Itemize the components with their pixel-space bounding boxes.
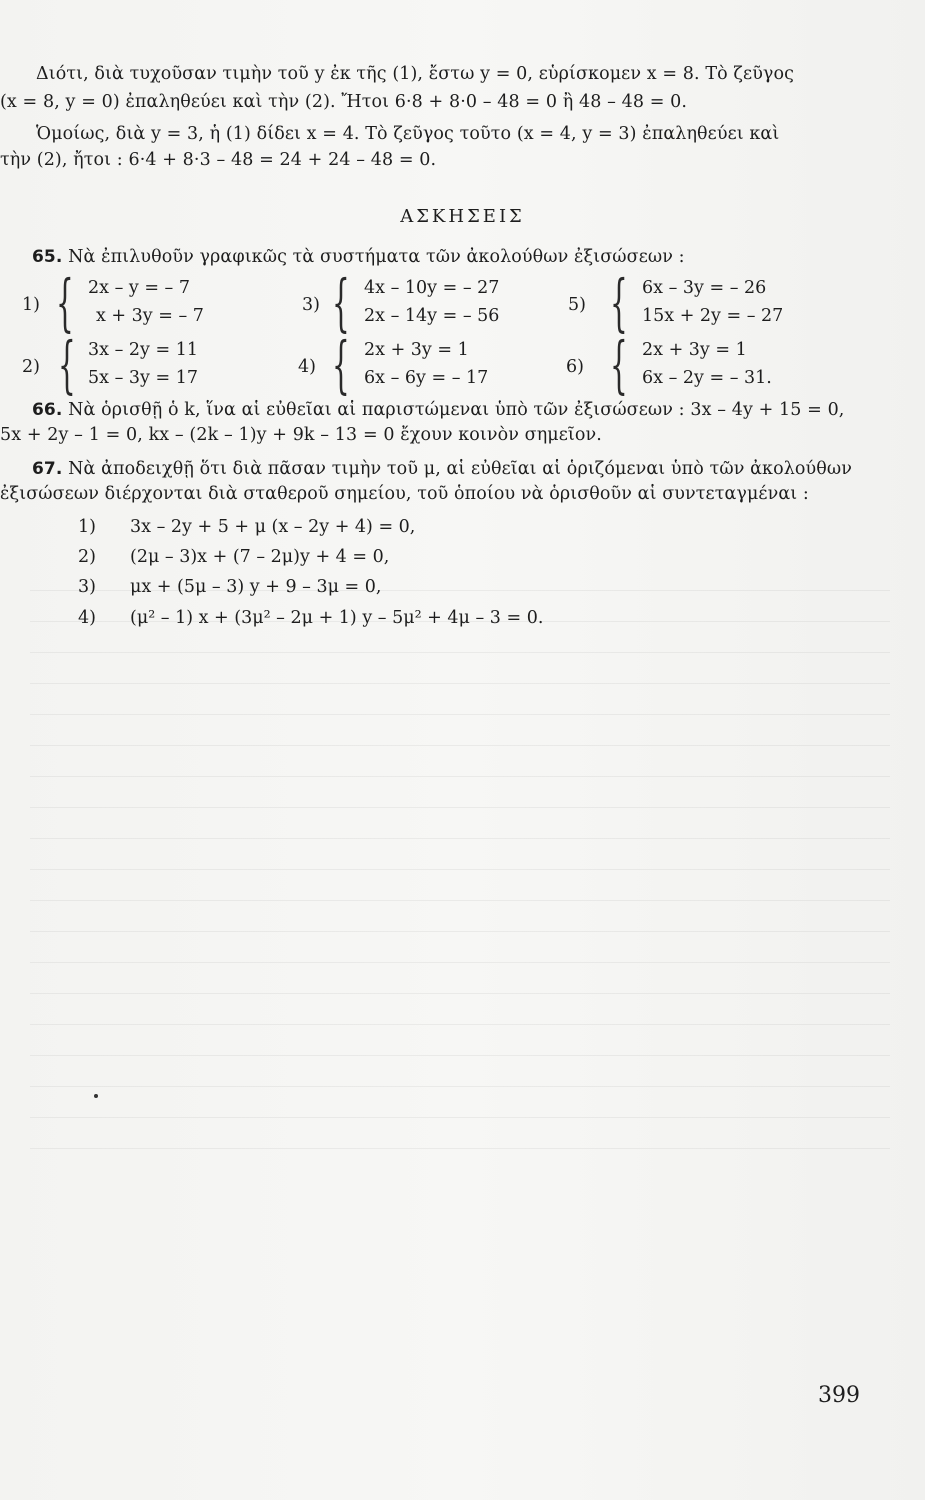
exercise-67-line-2: ἐξισώσεων διέρχονται διὰ σταθεροῦ σημείου, τοῦ ὁποίου νὰ ὁρισθοῦν αἱ συντεταγμέναι :	[0, 484, 809, 504]
brace-icon: {	[332, 266, 350, 339]
item-label: 1)	[78, 517, 96, 537]
equation: 5x – 3y = 17	[88, 368, 198, 388]
exercise-67-line-1	[32, 459, 852, 479]
system-label: 6)	[566, 357, 584, 377]
equation: 6x – 6y = – 17	[364, 368, 489, 388]
intro-line-3: Ὁμοίως, διὰ y = 3, ἡ (1) δίδει x = 4. Τὸ ζεῦγος τοῦτο (x = 4, y = 3) ἐπαληθεύει καὶ	[36, 124, 780, 144]
equation: 2x + 3y = 1	[364, 340, 469, 360]
exercise-66-line-2: 5x + 2y – 1 = 0, kx – (2k – 1)y + 9k – 13 = 0 ἔχουν κοινὸν σημεῖον.	[0, 425, 602, 445]
brace-icon: {	[56, 266, 74, 339]
system-label: 3)	[302, 295, 320, 315]
item-label: 2)	[78, 547, 96, 567]
exercise-66-number: 66.	[32, 400, 63, 420]
brace-icon: {	[610, 328, 628, 401]
equation: 2x – y = – 7	[88, 278, 191, 298]
item-equation: (2μ – 3)x + (7 – 2μ)y + 4 = 0,	[130, 547, 390, 567]
exercise-65-number: 65.	[32, 247, 63, 267]
system-label: 1)	[22, 295, 40, 315]
ink-dot	[94, 1094, 98, 1098]
equation: 2x + 3y = 1	[642, 340, 747, 360]
item-label: 3)	[78, 577, 96, 597]
equation: 4x – 10y = – 27	[364, 278, 500, 298]
exercise-65-text: Νὰ ἐπιλυθοῦν γραφικῶς τὰ συστήματα τῶν ἀκολούθων ἐξισώσεων :	[68, 247, 685, 267]
equation: 2x – 14y = – 56	[364, 306, 500, 326]
bleed-through-shadow	[30, 560, 890, 1160]
item-label: 4)	[78, 608, 96, 628]
intro-line-4: τὴν (2), ἤτοι : 6·4 + 8·3 – 48 = 24 + 24 – 48 = 0.	[0, 150, 437, 170]
brace-icon: {	[58, 328, 76, 401]
equation: 6x – 3y = – 26	[642, 278, 767, 298]
equation: 6x – 2y = – 31.	[642, 368, 772, 388]
exercise-66-line-1	[32, 400, 844, 420]
equation: x + 3y = – 7	[96, 306, 204, 326]
item-equation: 3x – 2y + 5 + μ (x – 2y + 4) = 0,	[130, 517, 416, 537]
system-label: 5)	[568, 295, 586, 315]
exercise-67-number: 67.	[32, 459, 63, 479]
equation: 15x + 2y = – 27	[642, 306, 784, 326]
exercise-65-statement	[32, 247, 685, 267]
intro-line-2: (x = 8, y = 0) ἐπαληθεύει καὶ τὴν (2). Ἤτοι 6·8 + 8·0 – 48 = 0 ἢ 48 – 48 = 0.	[0, 92, 688, 112]
intro-line-1: Διότι, διὰ τυχοῦσαν τιμὴν τοῦ y ἐκ τῆς (1), ἔστω y = 0, εὑρίσκομεν x = 8. Τὸ ζεῦγος	[36, 64, 795, 84]
system-label: 2)	[22, 357, 40, 377]
page-number: 399	[818, 1383, 860, 1408]
brace-icon: {	[332, 328, 350, 401]
system-label: 4)	[298, 357, 316, 377]
equation: 3x – 2y = 11	[88, 340, 198, 360]
exercise-67-text: Νὰ ἀποδειχθῇ ὅτι διὰ πᾶσαν τιμὴν τοῦ μ, αἱ εὐθεῖαι αἱ ὁριζόμεναι ὑπὸ τῶν ἀκολούθων	[68, 459, 853, 479]
item-equation: (μ² – 1) x + (3μ² – 2μ + 1) y – 5μ² + 4μ – 3 = 0.	[130, 608, 544, 628]
exercise-66-text: Νὰ ὁρισθῇ ὁ k, ἵνα αἱ εὐθεῖαι αἱ παριστώμεναι ὑπὸ τῶν ἐξισώσεων : 3x – 4y + 15 = 0,	[68, 400, 845, 420]
item-equation: μx + (5μ – 3) y + 9 – 3μ = 0,	[130, 577, 382, 597]
brace-icon: {	[610, 266, 628, 339]
section-heading: ΑΣΚΗΣΕΙΣ	[400, 206, 525, 227]
